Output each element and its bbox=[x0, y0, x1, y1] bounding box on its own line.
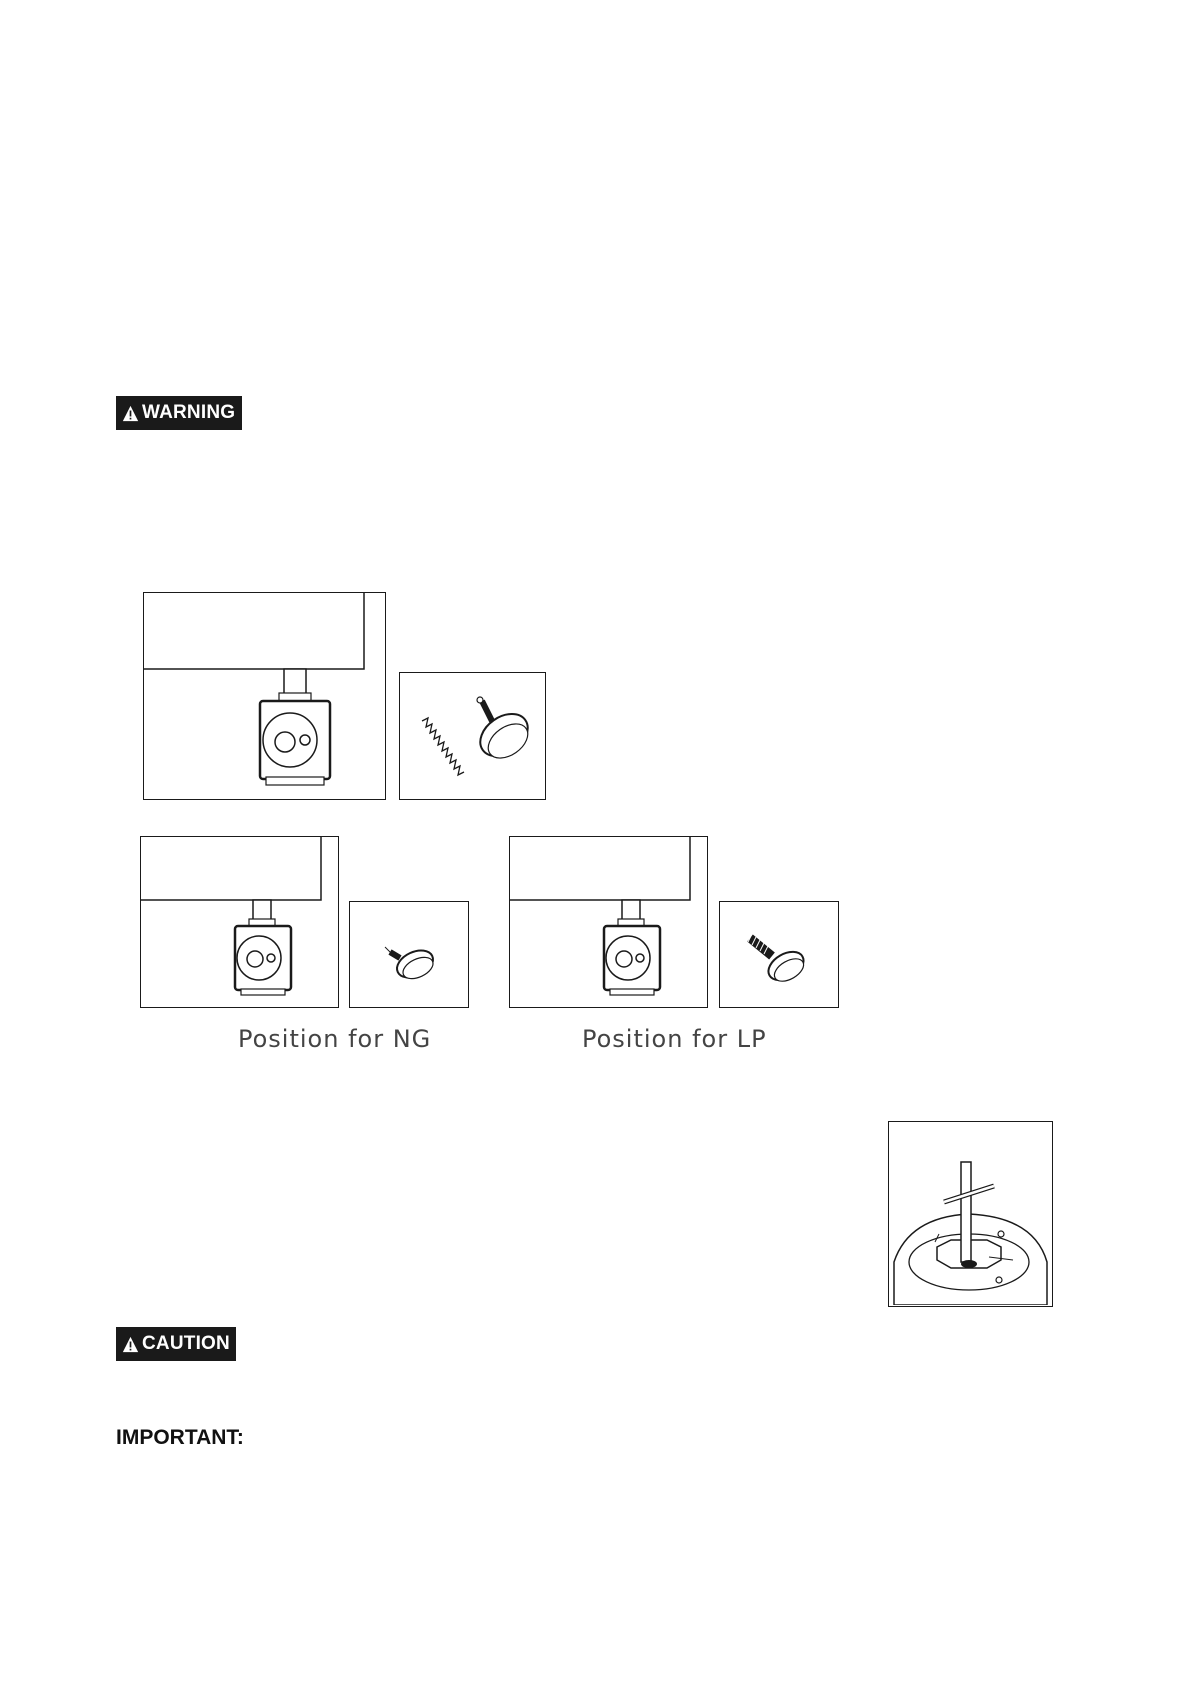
caption-lp: Position for LP bbox=[582, 1025, 767, 1053]
screw-diagram-ng bbox=[349, 901, 469, 1008]
warning-badge bbox=[116, 396, 242, 430]
burner-drawing bbox=[889, 1122, 1051, 1305]
spring-icon bbox=[422, 718, 464, 775]
screw-ng-drawing bbox=[350, 902, 467, 1006]
screw-diagram-lp bbox=[719, 901, 839, 1008]
caution-label: CAUTION bbox=[142, 1333, 230, 1354]
important-heading: IMPORTANT: bbox=[116, 1426, 244, 1449]
valve-diagram-ng bbox=[140, 836, 339, 1008]
valve-diagram-lp bbox=[509, 836, 708, 1008]
screw-spring-diagram bbox=[399, 672, 546, 800]
valve-drawing bbox=[144, 593, 384, 798]
valve-ng-drawing bbox=[141, 837, 337, 1006]
warning-triangle-icon bbox=[122, 405, 139, 422]
valve-diagram-main bbox=[143, 592, 386, 800]
warning-label: WARNING bbox=[142, 402, 236, 423]
screw-icon bbox=[472, 697, 535, 765]
screw-spring-drawing bbox=[400, 673, 544, 798]
warning-triangle-icon bbox=[122, 1336, 139, 1353]
caption-ng: Position for NG bbox=[238, 1025, 432, 1053]
caution-badge bbox=[116, 1327, 236, 1361]
screw-lp-drawing bbox=[720, 902, 837, 1006]
valve-lp-drawing bbox=[510, 837, 706, 1006]
burner-tool-diagram bbox=[888, 1121, 1053, 1307]
